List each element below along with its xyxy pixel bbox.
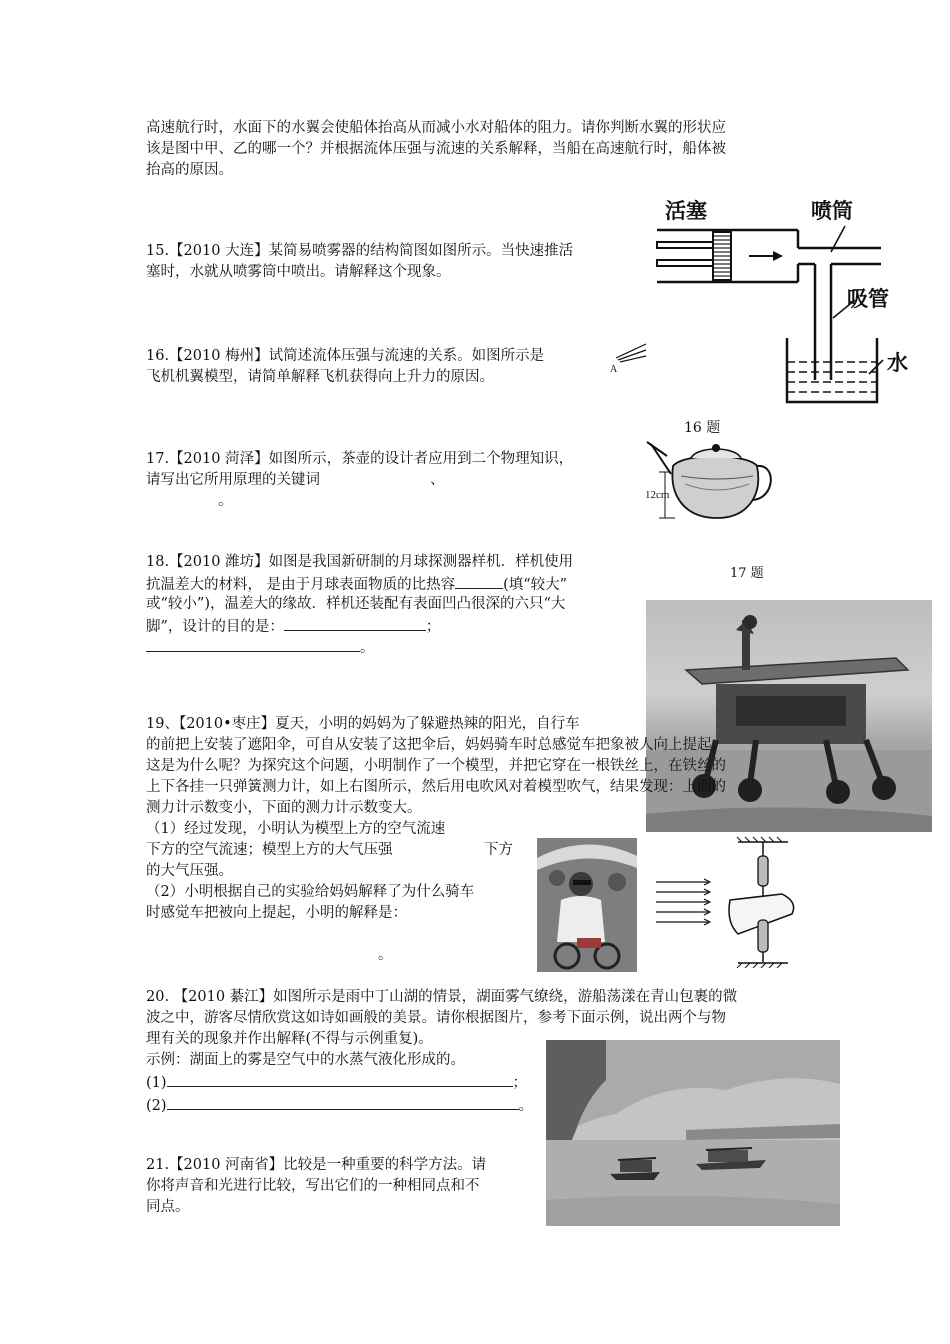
intro-line-1: 高速航行时，水面下的水翼会使船体抬高从而减小水对船体的阻力。请你判断水翼的形状应 [146,120,726,136]
q21-line-1: 21.【2010 河南省】比较是一种重要的科学方法。请 [146,1157,487,1173]
q19-line-4: 上下各挂一只弹簧测力计，如上右图所示，然后用电吹风对着模型吹气，结果发现：上面的 [146,779,726,795]
q20-answer-1-blank[interactable] [167,1071,513,1087]
q19-line-3: 这是为什么呢？为探究这个问题，小明制作了一个模型，并把它穿在一根铁丝上，在铁丝的 [146,758,726,774]
label-piston: 活塞 [665,200,707,223]
teapot-body [672,456,758,518]
q17-line-1: 17.【2010 菏泽】如图所示，茶壶的设计者应用到二个物理知识， [146,451,574,467]
q19-line-5: 测力计示数变小，下面的测力计示数变大。 [146,800,422,816]
q18-line-3: 或“较小”)，温差大的缘故．样机还装配有表面凹凸很深的六只“大 [146,596,566,612]
q17-line-2b: 、 [430,472,445,488]
q19-p2-line-3: 。 [378,947,393,963]
q18-line-4b: ； [425,619,441,635]
q15-line-1: 15.【2010 大连】某简易喷雾器的结构简图如图所示。当快速推活 [146,243,574,259]
airflow-arrows [656,879,710,925]
q19-p1-line-1: （1）经过发现，小明认为模型上方的空气流速 [146,821,446,837]
q17-line-3: 。 [218,493,233,509]
piston-rod-upper [657,242,713,248]
label-nozzle: 喷筒 [811,200,853,223]
q16-line-2: 飞机机翼模型，请简单解释飞机获得向上升力的原因。 [146,369,494,385]
q20-line-1: 20. 【2010 綦江】如图所示是雨中丁山湖的情景，湖面雾气缭绕，游船荡漾在青山包裹的微 [146,989,738,1005]
wing-model-fragment [608,340,650,374]
q16-caption: 16 题 [684,420,721,436]
label-water: 水 [887,352,908,375]
q20-answer-1-end: ； [512,1075,528,1091]
lower-spring-scale [758,920,768,952]
q20-answer-2-end: 。 [518,1098,534,1114]
q20-line-2: 波之中，游客尽情欣赏这如诗如画般的美景。请你根据图片，参考下面示例，说出两个与物 [146,1010,726,1026]
q18-line-2a: 抗温差大的材料， 是由于月球表面物质的比热容 [146,577,456,593]
q18-line-5-end: 。 [360,640,375,656]
q18-line-5 [146,636,375,659]
q20-answer-1-label: (1) [146,1075,167,1091]
q19-line-2: 的前把上安装了遮阳伞，可自从安装了这把伞后，妈妈骑车时总感觉车把象被人向上提起， [146,737,726,753]
intro-line-2: 该是图中甲、乙的哪一个？并根据流体压强与流速的关系解释，当船在高速航行时，船体被 [146,141,726,157]
label-straw: 吸管 [847,288,889,311]
sprayer-diagram [655,190,915,415]
q20-answer-2 [146,1094,533,1117]
q19-p2-line-2: 时感觉车把被向上提起，小明的解释是： [146,905,407,921]
wing-label-a: A [610,364,618,374]
q18-line-1: 18.【2010 潍坊】如图是我国新研制的月球探测器样机．样机使用 [146,554,574,570]
q19-p1-line-2a: 下方的空气流速；模型上方的大气压强 [146,842,393,858]
q15-line-2: 塞时，水就从喷雾筒中喷出。请解释这个现象。 [146,264,451,280]
q18-line-4a: 脚”，设计的目的是： [146,619,284,635]
q18-blank-1[interactable] [455,573,503,589]
q19-line-1: 19、【2010•枣庄】夏天，小明的妈妈为了躲避热辣的阳光，自行车 [146,716,580,732]
wing-spring-scale-diagram [652,836,822,970]
piston-rod-lower [657,260,713,266]
q19-p1-line-3: 的大气压强。 [146,863,233,879]
q21-line-2: 你将声音和光进行比较，写出它们的一种相同点和不 [146,1178,480,1194]
q20-answer-2-blank[interactable] [167,1094,519,1110]
q18-blank-3[interactable] [146,636,360,652]
q19-p1-line-2b: 下方 [484,842,513,858]
q19-p2-line-1: （2）小明根据自己的实验给妈妈解释了为什么骑车 [146,884,475,900]
q18-line-2b: (填“较大” [503,577,568,593]
q18-line-2 [146,573,567,596]
q20-line-3: 理有关的现象并作出解释(不得与示例重复)。 [146,1031,433,1047]
q17-caption: 17 题 [730,566,764,581]
q20-answer-2-label: (2) [146,1098,167,1114]
q21-line-3: 同点。 [146,1199,190,1215]
q20-example: 示例：湖面上的雾是空气中的水蒸气液化形成的。 [146,1052,465,1068]
cyclist-umbrella-photo [537,838,637,972]
q20-answer-1 [146,1071,527,1094]
piston-head [713,232,731,280]
q18-line-4 [146,615,440,638]
intro-line-3: 抬高的原因。 [146,162,233,178]
q17-line-2a: 请写出它所用原理的关键词 [146,472,320,488]
lake-photo [546,1040,840,1226]
teapot-diagram [645,436,775,526]
q16-line-1: 16.【2010 梅州】试简述流体压强与流速的关系。如图所示是 [146,348,545,364]
upper-spring-scale [758,856,768,886]
q18-blank-2[interactable] [284,615,426,631]
teapot-height-label: 12cm [645,489,670,501]
